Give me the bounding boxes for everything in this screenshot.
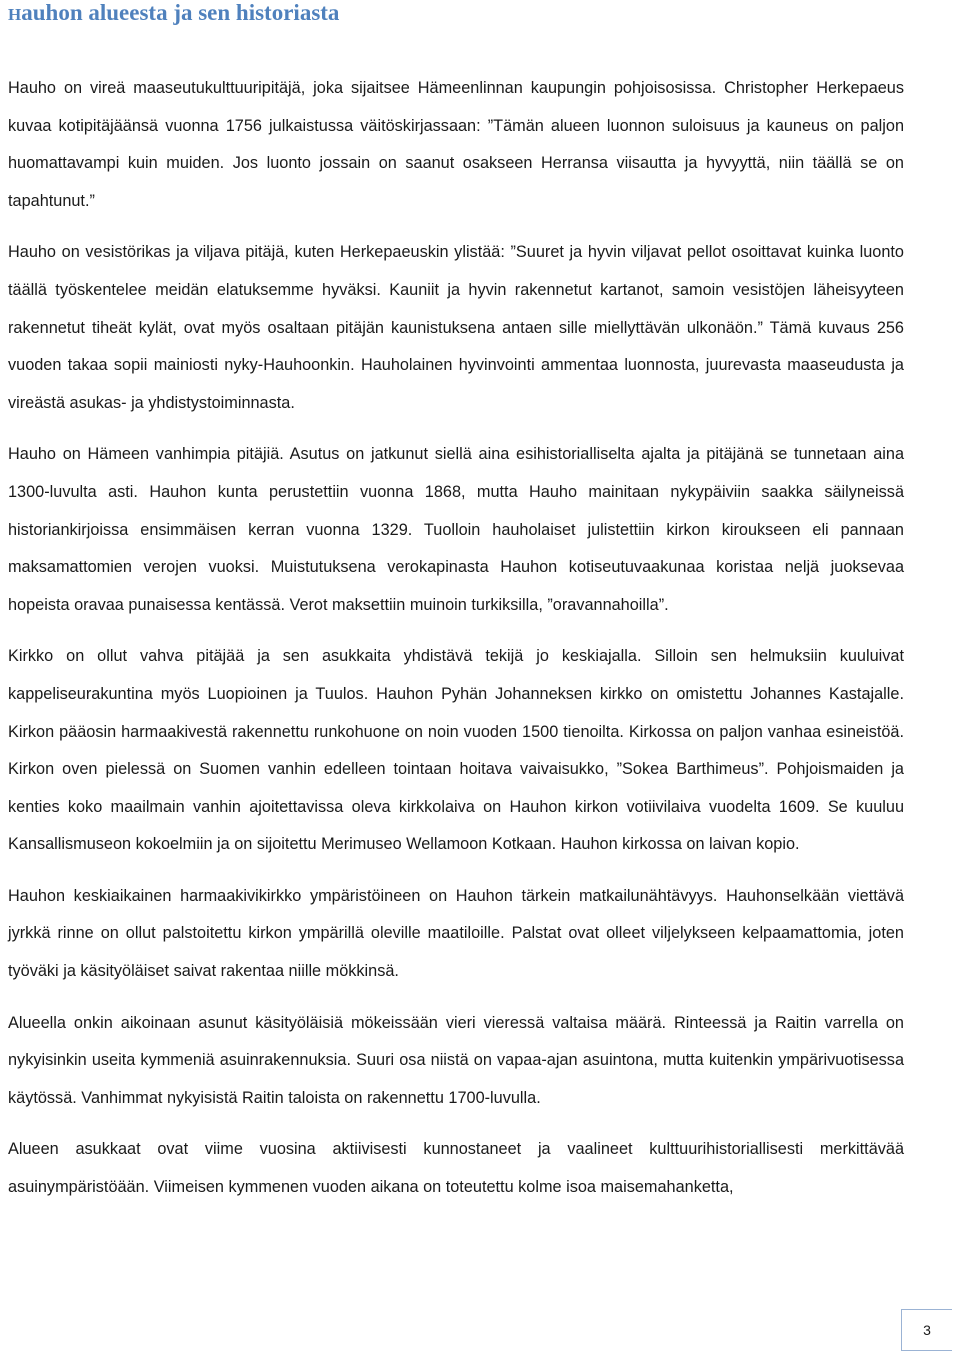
paragraph-church-surroundings: Hauhon keskiaikainen harmaakivikirkko ympäristöineen on Hauhon tärkein matkailunähtävyys. Hauhonselkään viettävä jyrkkä rinne on ollut palstoitettu kirkon ympärillä oleville maatiloille. Palstat ovat olleet viljelykseen kelpaamattomia, joten työväki ja käsityöläiset saivat rakentaa niille mökkinsä. (8, 886, 904, 981)
page-title (8, 0, 339, 28)
document-body (8, 70, 904, 1221)
paragraph-intro: Hauho on vireä maaseutukulttuuripitäjä, joka sijaitsee Hämeenlinnan kaupungin pohjoisosissa. Christopher Herkepaeus kuvaa kotipitäjäänsä vuonna 1756 julkaistussa väitöskirjassaan: ”Tämän alueen luonnon suloisuus ja kauneus on paljon huomattavampi kuin muiden. Jos luonto jossain on saanut osakseen Herransa viisautta ja hyvyyttä, niin täällä se on tapahtunut.” (8, 79, 904, 210)
page-title-text: auhon alueesta ja sen historiasta (21, 0, 340, 25)
paragraph-residents: Alueen asukkaat ovat viime vuosina aktiivisesti kunnostaneet ja vaalineet kulttuurihistoriallisesti merkittävää asuinympäristöään. Viimeisen kymmenen vuoden aikana on toteutettu kolme isoa maisemahanketta, (8, 1140, 904, 1197)
page-title-initial: H (8, 5, 22, 24)
paragraph-church: Kirkko on ollut vahva pitäjää ja sen asukkaita yhdistävä tekijä jo keskiajalla. Silloin sen helmuksiin kuuluivat kappeliseurakuntina myös Luopioinen ja Tuulos. Hauhon Pyhän Johanneksen kirkko on omistettu Johannes Kastajalle. Kirkon pääosin harmaakivestä rakennettu runkohuone on noin vuoden 1500 tienoilta. Kirkossa on paljon vanhaa esineistöä. Kirkon oven pielessä on Suomen vanhin edelleen tointaan hoitava vaivaisukko, ”Sokea Barthimeus”. Pohjoismaiden ja kenties koko maailmain vanhin ajoitettavissa oleva kirkkolaiva on Hauhon kirkon votiivilaiva vuodelta 1609. Se kuuluu Kansallismuseon kokoelmiin ja on sijoitettu Merimuseo Wellamoon Kotkaan. Hauhon kirkossa on laivan kopio. (8, 647, 904, 854)
paragraph-waters-and-fields: Hauho on vesistörikas ja viljava pitäjä, kuten Herkepaeuskin ylistää: ”Suuret ja hyvin viljavat pellot osoittavat kuinka luonto täällä työskentelee meidän elatuksemme hyväksi. Kauniit ja hyvin rakennetut kartanot, samoin vesistöjen läheisyyteen rakennetut tiheät kylät, ovat myös osaltaan pitäjän kaunistuksena antaen sille miellyttävän ulkonäön.” Tämä kuvaus 256 vuoden takaa sopii mainiosti nyky-Hauhoonkin. Hauholainen hyvinvointi ammentaa luonnosta, juurevasta maaseudusta ja vireästä asukas- ja yhdistystoiminnasta. (8, 243, 904, 412)
paragraph-history: Hauho on Hämeen vanhimpia pitäjiä. Asutus on jatkunut siellä aina esihistorialliselta ajalta ja pitäjänä se tunnetaan aina 1300-luvulta asti. Hauhon kunta perustettiin vuonna 1868, mutta Hauho mainitaan nykypäiviin saakka säilyneissä historiankirjoissa ensimmäisen kerran vuonna 1329. Tuolloin hauholaiset julistettiin kirkon kiroukseen eli pannaan maksamattomien verojen vuoksi. Muistutuksena verokapinasta Hauhon kotiseutuvaakunaa koristaa neljä juoksevaa hopeista oravaa punaisessa kentässä. Verot maksettiin muinoin turkiksilla, ”oravannahoilla”. (8, 445, 904, 614)
paragraph-craftsmen: Alueella onkin aikoinaan asunut käsityöläisiä mökeissään vieri vieressä valtaisa määrä. Rinteessä ja Raitin varrella on nykyisinkin useita kymmeniä asuinrakennuksia. Suuri osa niistä on vapaa-ajan asuintona, mutta kuitenkin ympärivuotisessa käytössä. Vanhimmat nykyisistä Raitin taloista on rakennettu 1700-luvulla. (8, 1013, 904, 1107)
page-number: 3 (901, 1309, 952, 1351)
